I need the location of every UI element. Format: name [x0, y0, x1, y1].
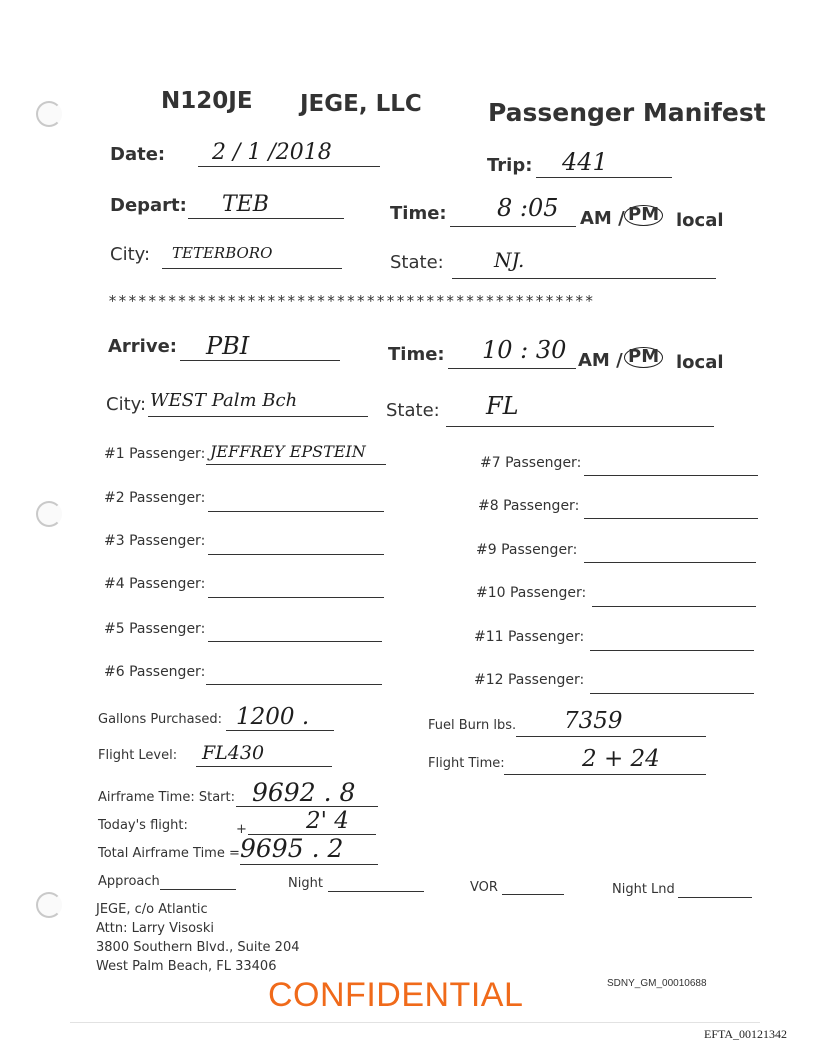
- depart-state-label: State:: [390, 252, 444, 273]
- depart-local-label: local: [676, 210, 724, 231]
- arrive-city-label: City:: [106, 394, 147, 415]
- arrive-city-line: [148, 416, 368, 417]
- night-line[interactable]: [328, 891, 424, 892]
- arrive-label: Arrive:: [108, 336, 177, 357]
- trip-value[interactable]: 441: [562, 148, 608, 176]
- arrive-city-value[interactable]: WEST Palm Bch: [150, 390, 298, 411]
- depart-label: Depart:: [110, 195, 187, 216]
- fuel-burn-line: [516, 736, 706, 737]
- depart-line: [188, 218, 344, 219]
- passenger-line[interactable]: [590, 650, 754, 651]
- trip-label: Trip:: [487, 155, 533, 176]
- fuel-burn-value[interactable]: 7359: [564, 708, 623, 734]
- passenger-label: #7 Passenger:: [480, 455, 582, 471]
- date-label: Date:: [110, 144, 166, 165]
- passenger-line[interactable]: [206, 684, 382, 685]
- depart-time-value[interactable]: 8 :05: [497, 194, 559, 222]
- depart-am-label: AM /: [580, 208, 625, 229]
- arrive-state-value[interactable]: FL: [486, 392, 519, 420]
- address-line-4: West Palm Beach, FL 33406: [96, 959, 277, 974]
- binder-hole-middle: [36, 501, 62, 527]
- passenger-line[interactable]: [208, 597, 384, 598]
- night-lnd-label: Night Lnd: [612, 882, 675, 897]
- approach-label: Approach: [98, 874, 160, 889]
- fuel-burn-label: Fuel Burn lbs.: [428, 718, 517, 733]
- confidential-stamp: CONFIDENTIAL: [268, 976, 524, 1014]
- passenger-label: #3 Passenger:: [104, 533, 206, 549]
- total-airframe-label: Total Airframe Time =: [98, 846, 240, 861]
- depart-pm-label: PM: [624, 205, 663, 226]
- date-value[interactable]: 2 / 1 /2018: [212, 140, 332, 165]
- passenger-label: #1 Passenger:: [104, 446, 206, 462]
- depart-time-label: Time:: [390, 203, 447, 224]
- passenger-label: #4 Passenger:: [104, 576, 206, 592]
- binder-hole-bottom: [36, 892, 62, 918]
- airframe-start-value[interactable]: 9692 . 8: [252, 778, 356, 807]
- passenger-value[interactable]: JEFFREY EPSTEIN: [210, 442, 366, 461]
- flight-time-label: Flight Time:: [428, 756, 505, 771]
- tail-number: N120JE: [161, 88, 253, 114]
- night-label: Night: [288, 876, 323, 891]
- flight-level-value[interactable]: FL430: [202, 742, 265, 764]
- airframe-start-label: Airframe Time: Start:: [98, 790, 235, 805]
- arrive-time-label: Time:: [388, 344, 445, 365]
- depart-city-line: [162, 268, 342, 269]
- passenger-label: #10 Passenger:: [476, 585, 587, 601]
- depart-value[interactable]: TEB: [222, 192, 269, 217]
- page-title: Passenger Manifest: [488, 98, 766, 127]
- passenger-line[interactable]: [208, 511, 384, 512]
- arrive-value[interactable]: PBI: [206, 332, 250, 360]
- binder-hole-top: [36, 101, 62, 127]
- passenger-line[interactable]: [208, 554, 384, 555]
- passenger-line[interactable]: [592, 606, 756, 607]
- passenger-label: #8 Passenger:: [478, 498, 580, 514]
- todays-flight-label: Today's flight:: [98, 818, 188, 833]
- depart-city-label: City:: [110, 244, 151, 265]
- approach-line[interactable]: [160, 889, 236, 890]
- passenger-label: #9 Passenger:: [476, 542, 578, 558]
- passenger-line[interactable]: [584, 475, 758, 476]
- gallons-label: Gallons Purchased:: [98, 712, 223, 727]
- arrive-line: [180, 360, 340, 361]
- depart-state-line: [452, 278, 716, 279]
- vor-line[interactable]: [502, 894, 564, 895]
- address-line-2: Attn: Larry Visoski: [96, 921, 214, 936]
- arrive-pm-circled: [624, 346, 663, 368]
- address-line-3: 3800 Southern Blvd., Suite 204: [96, 940, 300, 955]
- arrive-state-label: State:: [386, 400, 440, 421]
- total-airframe-line: [240, 864, 378, 865]
- arrive-state-line: [446, 426, 714, 427]
- efta-number: EFTA_00121342: [704, 1027, 788, 1041]
- arrive-time-line: [448, 368, 576, 369]
- passenger-line[interactable]: [584, 518, 758, 519]
- passenger-label: #2 Passenger:: [104, 490, 206, 506]
- gallons-line: [226, 730, 334, 731]
- total-airframe-value[interactable]: 9695 . 2: [240, 834, 344, 863]
- flight-level-label: Flight Level:: [98, 748, 178, 763]
- arrive-am-label: AM /: [578, 350, 623, 371]
- todays-flight-plus: +: [236, 822, 247, 837]
- depart-pm-circled: [624, 204, 663, 226]
- arrive-local-label: local: [676, 352, 724, 373]
- scan-edge-line: [70, 1022, 760, 1023]
- depart-city-value[interactable]: TETERBORO: [172, 244, 273, 262]
- vor-label: VOR: [470, 880, 498, 895]
- passenger-line[interactable]: [208, 641, 382, 642]
- passenger-line[interactable]: [584, 562, 756, 563]
- depart-time-line: [450, 226, 576, 227]
- flight-time-line: [504, 774, 706, 775]
- arrive-time-value[interactable]: 10 : 30: [482, 336, 567, 364]
- company-name: JEGE, LLC: [300, 91, 422, 117]
- passenger-label: #12 Passenger:: [474, 672, 585, 688]
- depart-state-value[interactable]: NJ.: [494, 248, 525, 272]
- passenger-label: #11 Passenger:: [474, 629, 585, 645]
- separator-stars: *************************************************: [108, 292, 595, 310]
- date-line: [198, 166, 380, 167]
- passenger-label: #5 Passenger:: [104, 621, 206, 637]
- passenger-label: #6 Passenger:: [104, 664, 206, 680]
- bates-number: SDNY_GM_00010688: [607, 978, 707, 989]
- passenger-line: [206, 464, 386, 465]
- trip-line: [536, 177, 672, 178]
- todays-flight-value[interactable]: 2' 4: [306, 808, 349, 834]
- arrive-pm-label: PM: [624, 347, 663, 368]
- night-lnd-line[interactable]: [678, 897, 752, 898]
- address-line-1: JEGE, c/o Atlantic: [96, 902, 208, 917]
- gallons-value[interactable]: 1200 .: [236, 704, 310, 730]
- passenger-line[interactable]: [590, 693, 754, 694]
- flight-time-value[interactable]: 2 + 24: [582, 746, 660, 772]
- flight-level-line: [196, 766, 332, 767]
